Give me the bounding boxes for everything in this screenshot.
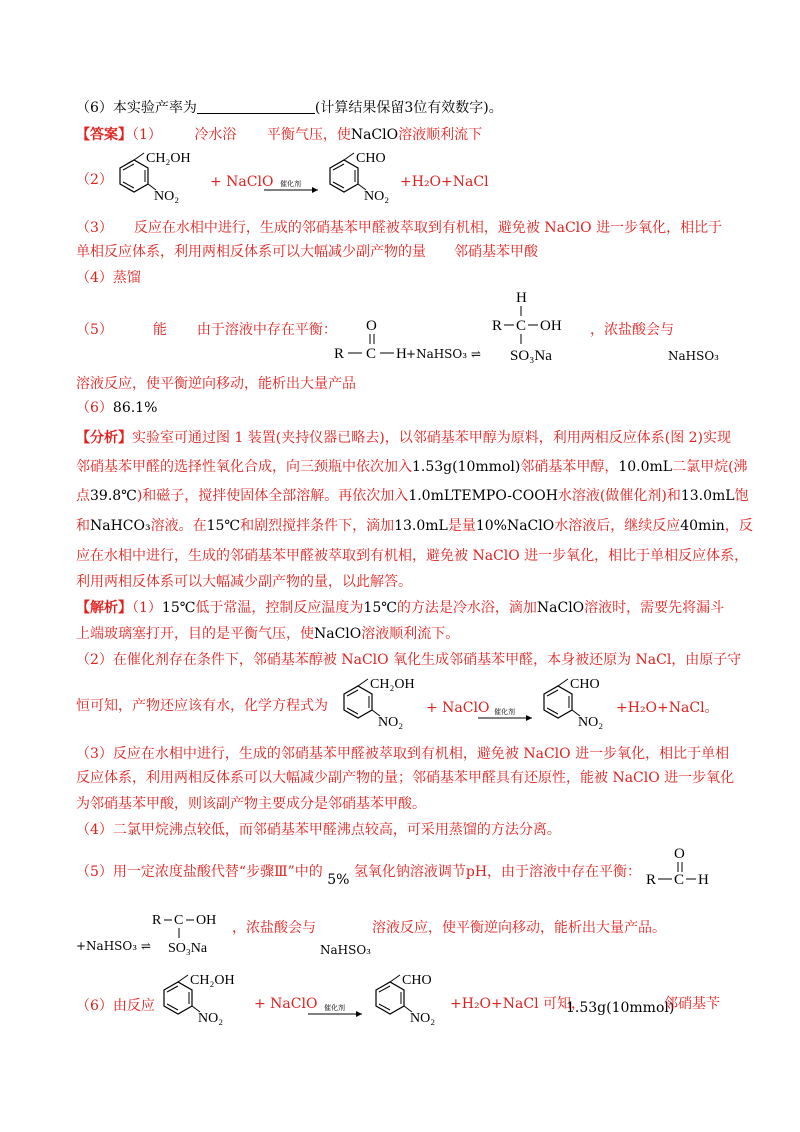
explain-e1c: 的方法是冷水浴，滴加 xyxy=(396,600,537,616)
answer-p5a: （5） xyxy=(76,322,113,338)
analysis-l4b: 溶液。在 xyxy=(150,518,207,534)
plus-naclo: + NaClO xyxy=(210,174,274,190)
analysis-l3c: 水溶液(做催化剂)和 xyxy=(557,488,681,504)
explain-line-1 xyxy=(76,598,724,618)
answer-p5b: 能 xyxy=(152,322,167,338)
analysis-l2a: 邻硝基苯甲醛的选择性氧化合成，向三颈瓶中依次加入 xyxy=(76,459,412,475)
plus-nahso3-text: +NaHSO₃ xyxy=(76,939,138,953)
answer-blank xyxy=(197,99,315,114)
plus-naclo: + NaClO xyxy=(426,700,490,716)
reactant-structure xyxy=(104,148,204,210)
volume-naclo: 13.0mL xyxy=(394,518,448,534)
answer-p2-label: （2） xyxy=(76,172,113,188)
naclo-formula: NaClO xyxy=(536,600,585,616)
catalyst-label: 催化剂 xyxy=(494,708,515,716)
no2-label: NO₂ xyxy=(198,1011,224,1026)
cho-label: CHO xyxy=(570,677,600,692)
nahso3-formula: NaHSO₃ xyxy=(668,349,719,363)
answer-p1: （1） xyxy=(132,127,162,143)
explain-e2b: 溶液顺利流下。 xyxy=(361,626,460,642)
catalyst-label: 催化剂 xyxy=(324,1004,345,1012)
temperature-value: 15℃ xyxy=(161,600,196,616)
naclo-concentration: 10%NaClO xyxy=(475,518,555,534)
temperature-value: 15℃ xyxy=(363,600,397,616)
answer-p1a: 冷水浴 xyxy=(194,127,237,143)
mass-value: 1.53g(10mmol) xyxy=(566,1000,675,1016)
naclo-formula: NaClO xyxy=(314,626,362,642)
reactant-structure xyxy=(148,970,248,1032)
temperature-value: 15℃ xyxy=(206,518,241,534)
analysis-l4a: 和 xyxy=(76,518,90,534)
explain-e1d: 溶液时，需要先将漏斗 xyxy=(584,600,725,616)
explain-line-5: （3）反应在水相中进行，生成的邻硝基苯甲醛被萃取到有机相，避免被 NaClO 进一步氧化，相比于单相 xyxy=(76,746,730,762)
so3na-label: SO₃Na xyxy=(168,941,208,956)
analysis-l3b: )和磁子，搅拌使固体全部溶解。再依次加入 xyxy=(136,488,409,504)
percent-value: 5% xyxy=(327,872,350,888)
reaction-arrow xyxy=(262,180,322,194)
bisulfite-adduct-structure xyxy=(490,288,590,368)
answer-label: 【答案】 xyxy=(76,127,132,143)
products-text: +H₂O+NaCl。 xyxy=(616,700,719,716)
explain-line-6: 反应体系，利用两相反体系可以大幅减少副产物的量；邻硝基苯甲醛具有还原性，能被 NaClO 进一步氧化 xyxy=(76,770,735,786)
analysis-line-5: 应在水相中进行，生成的邻硝基苯甲醛被萃取到有机相，避免被 NaClO 进一步氧化，相比于单相反应体系， xyxy=(76,548,749,564)
question-6 xyxy=(76,98,503,118)
analysis-line-6: 利用两相反体系可以大幅减少副产物的量，以此解答。 xyxy=(76,574,412,590)
aldehyde-structure xyxy=(644,842,724,888)
o-label: O xyxy=(366,318,377,334)
nahso3-formula: NaHSO₃ xyxy=(320,943,371,957)
analysis-line-2 xyxy=(76,457,748,477)
explain-line-11: （6）由反应 xyxy=(76,998,155,1014)
products-text: +H₂O+NaCl xyxy=(400,174,489,190)
naclo-formula: NaClO xyxy=(350,127,399,143)
explain-e11b: +H₂O+NaCl 可知， xyxy=(450,996,585,1012)
analysis-l3e: 饱 xyxy=(734,488,749,504)
ch2oh-label: CH₂OH xyxy=(370,677,415,692)
volume-nahco3: 13.0mL xyxy=(680,488,735,504)
oh-label: OH xyxy=(196,913,217,928)
cho-label: CHO xyxy=(402,973,432,988)
no2-label: NO₂ xyxy=(578,715,604,730)
explain-e10b: 溶液反应，使平衡逆向移动，能析出大量产品。 xyxy=(372,920,666,936)
plus-nahso3 xyxy=(76,936,151,956)
explain-e11c: 邻硝基苄 xyxy=(664,996,720,1012)
oh-label: OH xyxy=(540,318,562,334)
reaction-arrow xyxy=(306,1004,366,1018)
explain-line-7: 为邻硝基苯甲酸，则该副产物主要成分是邻硝基苯甲酸。 xyxy=(76,796,426,812)
explain-e1b: 低于常温，控制反应温度为 xyxy=(195,600,364,616)
equilibrium-arrow: ⇌ xyxy=(140,939,151,953)
r-label: R xyxy=(492,318,503,334)
explain-e1a: （1） xyxy=(132,600,162,616)
answer-p1b: 平衡气压，使 xyxy=(266,127,351,143)
q6-hint: (计算结果保留3位有效数字)。 xyxy=(314,100,503,116)
answer-p4: （4）蒸馏 xyxy=(76,270,141,286)
yield-value: 86.1% xyxy=(112,400,158,416)
analysis-line-1 xyxy=(76,428,731,448)
equilibrium-arrow: ⇌ xyxy=(470,347,481,361)
mass-value: 1.53g(10mmol) xyxy=(412,459,521,475)
explain-line-4: 恒可知，产物还应该有水，化学方程式为 xyxy=(76,698,328,714)
r-label: R xyxy=(646,872,657,888)
no2-label: NO₂ xyxy=(378,715,404,730)
explain-line-8: （4）二氯甲烷沸点较低，而邻硝基苯甲醛沸点较高，可采用蒸馏的方法分离。 xyxy=(76,822,561,838)
analysis-l2b: 邻硝基苯甲醇， xyxy=(520,459,619,475)
explain-e9a: （5）用一定浓度盐酸代替“步骤Ⅲ”中的 xyxy=(76,864,323,880)
h-label: H xyxy=(516,290,527,306)
no2-label: NO₂ xyxy=(364,189,390,204)
no2-label: NO₂ xyxy=(410,1011,436,1026)
analysis-line-3 xyxy=(76,486,749,506)
o-label: O xyxy=(674,846,685,862)
tempo-reagent: 1.0mLTEMPO-COOH xyxy=(408,488,558,504)
volume-dcm: 10.0mL xyxy=(618,459,673,475)
no2-label: NO₂ xyxy=(154,189,180,204)
plus-naclo: + NaClO xyxy=(254,996,318,1012)
explain-e9b: 氢氧化钠溶液调节pH，由于溶液中存在平衡： xyxy=(353,864,642,880)
ch2oh-label: CH₂OH xyxy=(190,973,235,988)
analysis-l1: 实验室可通过图 1 装置(夹持仪器已略去)，以邻硝基苯甲醇为原料，利用两相反应体系(图 2)实现 xyxy=(132,430,732,446)
bisulfite-adduct-structure xyxy=(150,900,240,966)
answer-p5d: ，浓盐酸会与 xyxy=(590,322,674,338)
explain-line-3: （2）在催化剂存在条件下，邻硝基苯醇被 NaClO 氧化生成邻硝基苯甲醛，本身被还原为 NaCl，由原子守 xyxy=(76,652,742,668)
r-label: R xyxy=(334,346,345,362)
catalyst-label: 催化剂 xyxy=(280,180,301,188)
plus-nahso3: +NaHSO₃ ⇌ xyxy=(406,347,481,361)
analysis-line-4 xyxy=(76,516,753,536)
h-label: H xyxy=(698,872,709,888)
c-label: C xyxy=(674,872,685,888)
boiling-point: 39.8℃ xyxy=(90,488,137,504)
answer-p3-line2: 单相反应体系，利用两相反体系可以大幅减少副产物的量 邻硝基苯甲酸 xyxy=(76,244,538,260)
explain-line-2 xyxy=(76,624,459,644)
explain-label: 【解析】 xyxy=(76,600,132,616)
q6-prompt: （6）本实验产率为 xyxy=(76,100,197,116)
product-structure xyxy=(360,970,450,1032)
analysis-l2d: 二氯甲烷(沸 xyxy=(672,459,748,475)
answer-p6-label: （6） xyxy=(76,400,113,416)
answer-p3-line1: （3） 反应在水相中进行，生成的邻硝基苯甲醛被萃取到有机相，避免被 NaClO 进一步氧化，相比于 xyxy=(76,220,723,236)
explain-line-9 xyxy=(76,862,642,888)
r-label: R xyxy=(152,913,162,928)
analysis-l4c: 和剧烈搅拌条件下，滴加 xyxy=(240,518,395,534)
analysis-l4e: 是量 xyxy=(447,518,476,534)
so3na-label: SO₃Na xyxy=(510,348,552,364)
c-label: C xyxy=(366,346,377,362)
nahso3-formula: NaHSO₃ xyxy=(416,347,468,361)
answer-p5e: 溶液反应，使平衡逆向移动，能析出大量产品 xyxy=(76,376,356,392)
explain-e2a: 上端玻璃塞打开，目的是平衡气压，使 xyxy=(76,626,314,642)
answer-p6 xyxy=(76,398,157,418)
ch2oh-label: CH₂OH xyxy=(146,151,191,166)
analysis-l4g: 水溶液后，继续反应 xyxy=(554,518,681,534)
analysis-l4i: ，反 xyxy=(724,518,753,534)
c-label: C xyxy=(174,913,184,928)
answer-p5c: 由于溶液中存在平衡： xyxy=(196,322,337,338)
nahco3-formula: NaHCO₃ xyxy=(90,518,151,534)
answer-p1c: 溶液顺利流下 xyxy=(398,127,483,143)
product-structure xyxy=(314,148,404,210)
product-structure xyxy=(528,674,618,736)
reaction-arrow xyxy=(476,708,536,722)
h-label: H xyxy=(396,346,407,362)
answer-p5 xyxy=(76,320,337,340)
cho-label: CHO xyxy=(356,151,386,166)
analysis-l3a: 点 xyxy=(76,488,90,504)
c-label: C xyxy=(516,318,527,334)
reactant-structure xyxy=(328,674,428,736)
analysis-label: 【分析】 xyxy=(76,430,132,446)
reaction-time: 40min xyxy=(680,518,725,534)
explain-e10a: ，浓盐酸会与 xyxy=(232,920,316,936)
answer-line-1 xyxy=(76,125,482,145)
